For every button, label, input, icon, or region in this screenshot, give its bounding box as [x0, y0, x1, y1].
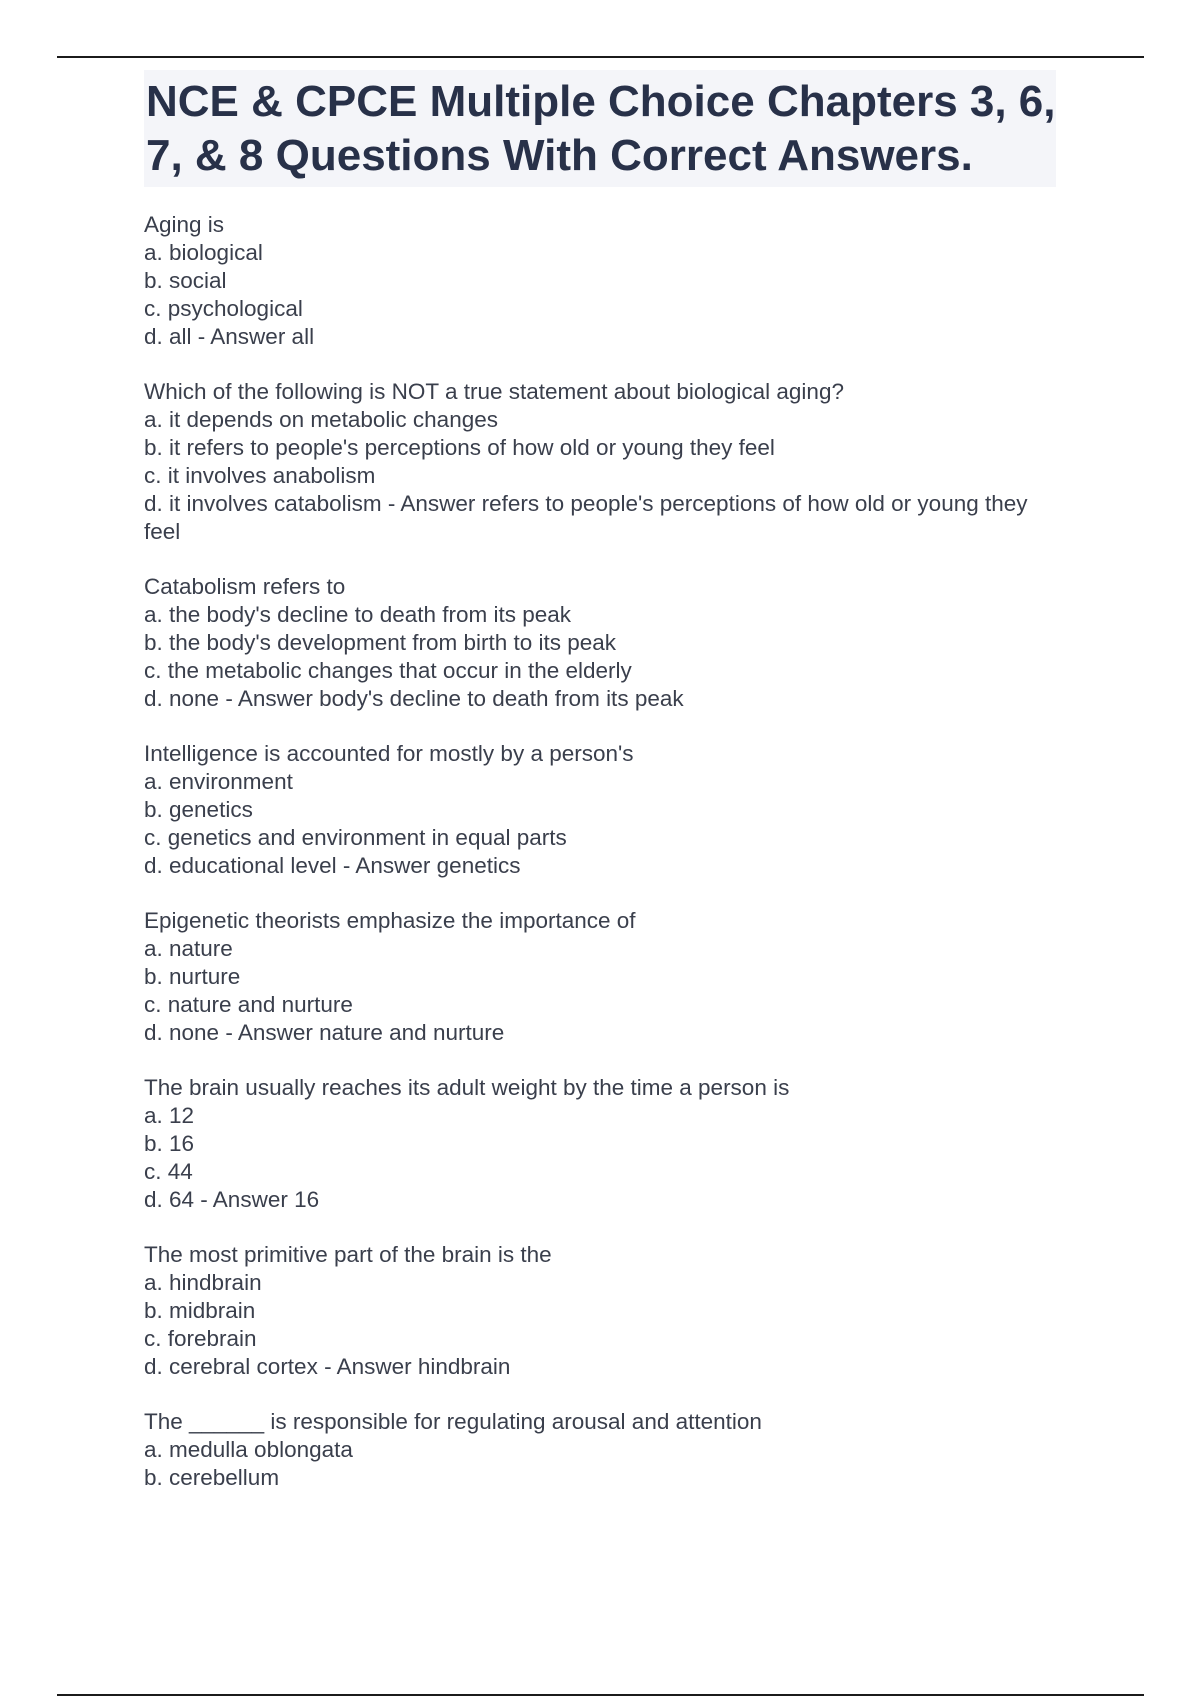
answer-option-with-answer: d. none - Answer body's decline to death from its peak — [144, 686, 684, 711]
answer-option-with-answer: d. all - Answer all — [144, 324, 315, 349]
answer-option: c. nature and nurture — [144, 992, 353, 1017]
answer-option: b. nurture — [144, 964, 241, 989]
question-stem: Epigenetic theorists emphasize the importance of — [144, 908, 636, 933]
answer-option: c. psychological — [144, 296, 303, 321]
answer-option-with-answer: d. it involves catabolism - Answer refers to people's perceptions of how old or young they feel — [144, 491, 1028, 544]
answer-option: b. 16 — [144, 1131, 195, 1156]
question-item — [144, 1241, 1056, 1381]
question-item — [144, 573, 1056, 713]
answer-option-with-answer: d. none - Answer nature and nurture — [144, 1020, 505, 1045]
answer-option: a. medulla oblongata — [144, 1437, 353, 1462]
answer-option: b. the body's development from birth to its peak — [144, 630, 617, 655]
question-stem: Which of the following is NOT a true statement about biological aging? — [144, 379, 844, 404]
question-item — [144, 378, 1056, 546]
answer-option: c. the metabolic changes that occur in the elderly — [144, 658, 632, 683]
question-list — [144, 211, 1056, 1492]
answer-option: b. cerebellum — [144, 1465, 280, 1490]
answer-option: a. the body's decline to death from its peak — [144, 602, 572, 627]
document-body — [144, 70, 1056, 1519]
answer-option: a. biological — [144, 240, 263, 265]
question-stem: Catabolism refers to — [144, 574, 346, 599]
question-stem: Intelligence is accounted for mostly by a person's — [144, 741, 634, 766]
answer-option: b. it refers to people's perceptions of how old or young they feel — [144, 435, 775, 460]
answer-option: a. it depends on metabolic changes — [144, 407, 498, 432]
answer-option-with-answer: d. educational level - Answer genetics — [144, 853, 521, 878]
answer-option: c. genetics and environment in equal parts — [144, 825, 567, 850]
question-item — [144, 907, 1056, 1047]
answer-option: c. forebrain — [144, 1326, 257, 1351]
answer-option-with-answer: d. cerebral cortex - Answer hindbrain — [144, 1354, 511, 1379]
question-stem: Aging is — [144, 212, 225, 237]
question-item — [144, 740, 1056, 880]
answer-option: c. it involves anabolism — [144, 463, 376, 488]
answer-option-with-answer: d. 64 - Answer 16 — [144, 1187, 320, 1212]
title-block — [144, 70, 1056, 187]
answer-option: b. genetics — [144, 797, 253, 822]
top-rule — [57, 56, 1144, 58]
answer-option: b. midbrain — [144, 1298, 256, 1323]
answer-option: b. social — [144, 268, 227, 293]
answer-option: a. nature — [144, 936, 233, 961]
question-item — [144, 1074, 1056, 1214]
answer-option: a. environment — [144, 769, 293, 794]
document-title: NCE & CPCE Multiple Choice Chapters 3, 6, 7, & 8 Questions With Correct Answers. — [146, 77, 1056, 180]
answer-option: a. 12 — [144, 1103, 195, 1128]
bottom-rule — [57, 1694, 1144, 1696]
question-item — [144, 1408, 1056, 1492]
question-stem: The ______ is responsible for regulating arousal and attention — [144, 1409, 762, 1434]
answer-option: c. 44 — [144, 1159, 193, 1184]
question-stem: The most primitive part of the brain is the — [144, 1242, 552, 1267]
answer-option: a. hindbrain — [144, 1270, 262, 1295]
question-stem: The brain usually reaches its adult weight by the time a person is — [144, 1075, 790, 1100]
question-item — [144, 211, 1056, 351]
